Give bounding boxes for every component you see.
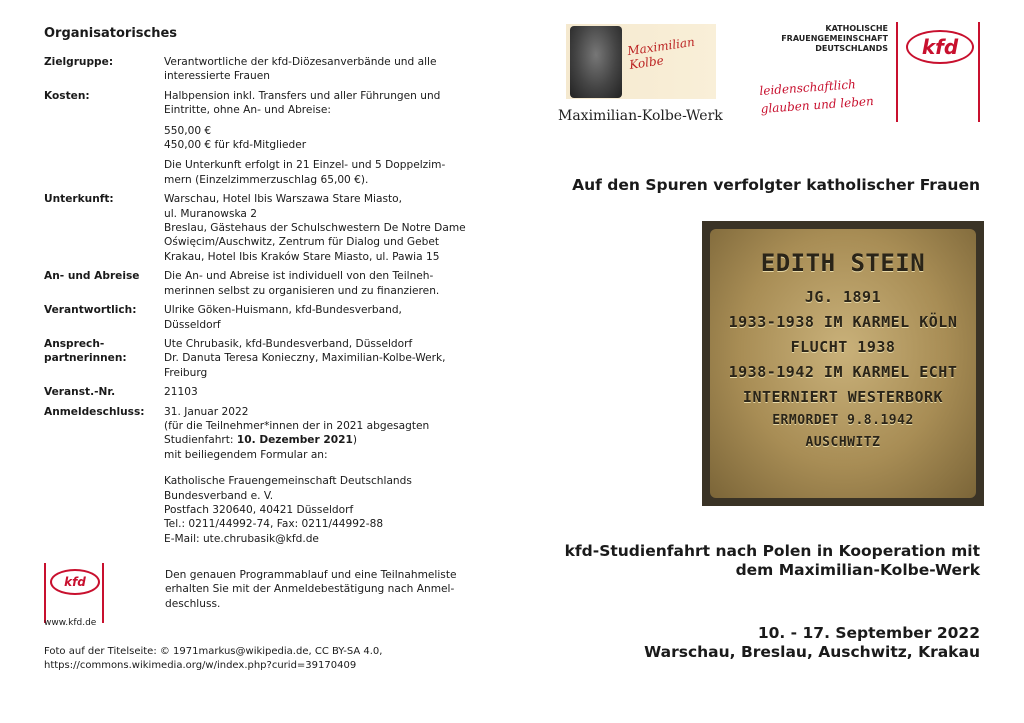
- address-line: Katholische Frauengemeinschaft Deutschlands: [164, 475, 412, 488]
- credit-line: Foto auf der Titelseite: © 1971markus@wikipedia.de, CC BY-SA 4.0,: [44, 646, 383, 657]
- stein-line: AUSCHWITZ: [805, 435, 881, 450]
- row-verantwortlich: [44, 303, 494, 332]
- text-line: ul. Muranowska 2: [164, 207, 258, 220]
- value-veranst: 21103: [164, 386, 198, 399]
- footer-note: Den genauen Programmablauf und eine Teilnahmeliste erhalten Sie mit der Anmeldebestätigung nach Anmel-deschluss.: [165, 569, 457, 610]
- text-line: Ulrike Göken-Huismann, kfd-Bundesverband,: [164, 304, 402, 317]
- text-part: Studienfahrt:: [164, 434, 237, 447]
- email-line: E-Mail: ute.chrubasik@kfd.de: [164, 532, 319, 545]
- maximilian-kolbe-werk-logo: [558, 24, 723, 134]
- address-line: Bundesverband e. V.: [164, 489, 274, 502]
- label-verantwortlich: Verantwortlich:: [44, 304, 137, 317]
- slogan-line: glauben und leben: [760, 94, 875, 116]
- stolperstein-photo: [702, 221, 984, 506]
- main-title: Auf den Spuren verfolgter katholischer Frauen: [572, 176, 980, 194]
- stolperstein-plate: [710, 229, 976, 498]
- event-date-places: [644, 624, 980, 662]
- row-zielgruppe: [44, 55, 494, 84]
- logo-bar: [896, 22, 898, 122]
- kfd-org-name: [781, 24, 888, 54]
- text-line: Ute Chrubasik, kfd-Bundesverband, Düsseldorf: [164, 337, 413, 350]
- text-line: Warschau, Hotel Ibis Warszawa Stare Miasto,: [164, 193, 402, 206]
- event-places: Warschau, Breslau, Auschwitz, Krakau: [644, 643, 980, 661]
- kfd-slogan: [759, 74, 874, 118]
- kfd-footer-logo: [44, 563, 104, 623]
- text-line: interessierte Frauen: [164, 70, 270, 83]
- text-line: (für die Teilnehmer*innen der in 2021 abgesagten: [164, 419, 430, 432]
- stein-line: FLUCHT 1938: [790, 338, 896, 356]
- value-anreise: [164, 269, 494, 298]
- price-full: 550,00 €: [164, 124, 212, 137]
- text-line: Breslau, Gästehaus der Schulschwestern De Notre Dame: [164, 222, 466, 235]
- logo-bar: [102, 563, 104, 623]
- subtitle-line: dem Maximilian-Kolbe-Werk: [735, 561, 980, 579]
- text-line: Freiburg: [164, 366, 208, 379]
- stein-line: ERMORDET 9.8.1942: [772, 413, 914, 428]
- deadline: 31. Januar 2022: [164, 405, 249, 418]
- text-line: Die An- und Abreise ist individuell von den Teilneh-: [164, 270, 434, 283]
- text-line: merinnen selbst zu organisieren und zu finanzieren.: [164, 284, 440, 297]
- row-veranst: [44, 385, 494, 399]
- label-line: Ansprech-: [44, 337, 105, 350]
- label-zielgruppe: Zielgruppe:: [44, 56, 114, 68]
- text-line: [164, 433, 494, 447]
- stein-line: JG. 1891: [804, 288, 882, 306]
- text-line: Die Unterkunft erfolgt in 21 Einzel- und 5 Doppelzim-: [164, 159, 446, 172]
- row-unterkunft: [44, 192, 494, 264]
- mkw-portrait-banner: [566, 24, 716, 99]
- value-zielgruppe: [164, 55, 494, 84]
- section-heading: Organisatorisches: [44, 26, 178, 41]
- label-ansprech: [44, 337, 164, 380]
- organisation-section: [44, 26, 494, 551]
- text-line: Dr. Danuta Teresa Konieczny, Maximilian-Kolbe-Werk,: [164, 352, 446, 365]
- label-anreise: An- und Abreise: [44, 270, 140, 283]
- text-line: Verantwortliche der kfd-Diözesanverbände und alle: [164, 56, 437, 68]
- mkw-name: Maximilian-Kolbe-Werk: [558, 108, 723, 124]
- logo-bar: [978, 22, 980, 122]
- label-kosten: Kosten:: [44, 89, 90, 102]
- text-part: ): [352, 434, 358, 447]
- price-member: 450,00 € für kfd-Mitglieder: [164, 139, 307, 152]
- label-veranst: Veranst.-Nr.: [44, 386, 116, 399]
- kfd-header-logo: [760, 22, 980, 132]
- org-line: DEUTSCHLANDS: [815, 44, 888, 53]
- text-line: Krakau, Hotel Ibis Kraków Stare Miasto, ul. Pawia 15: [164, 250, 440, 263]
- photo-credit: [44, 645, 504, 673]
- value-kosten: [164, 89, 494, 187]
- kfd-logo-oval: kfd: [906, 30, 974, 64]
- stein-line: 1938-1942 IM KARMEL ECHT: [728, 363, 958, 381]
- label-anmelde: Anmeldeschluss:: [44, 405, 145, 418]
- row-ansprech: [44, 337, 494, 380]
- org-line: FRAUENGEMEINSCHAFT: [781, 34, 888, 43]
- stein-name: EDITH STEIN: [760, 249, 926, 277]
- value-verantwortlich: [164, 303, 494, 332]
- stein-line: 1933-1938 IM KARMEL KÖLN: [728, 313, 958, 331]
- address-line: Tel.: 0211/44992-74, Fax: 0211/44992-88: [164, 518, 384, 531]
- text-line: Oświęcim/Auschwitz, Zentrum für Dialog und Gebet: [164, 236, 440, 249]
- value-unterkunft: [164, 192, 494, 264]
- row-kosten: [44, 89, 494, 187]
- text-line: mern (Einzelzimmerzuschlag 65,00 €).: [164, 173, 369, 186]
- text-line: Eintritte, ohne An- und Abreise:: [164, 104, 331, 117]
- deadline-2021: 10. Dezember 2021: [236, 434, 353, 447]
- text-line: Halbpension inkl. Transfers und aller Führungen und: [164, 89, 441, 102]
- value-anmelde: [164, 405, 494, 547]
- org-line: KATHOLISCHE: [825, 24, 888, 33]
- subtitle-line: kfd-Studienfahrt nach Polen in Kooperation mit: [564, 542, 980, 560]
- label-line: partnerinnen:: [44, 352, 127, 365]
- slogan-line: leidenschaftlich: [759, 77, 857, 98]
- row-anreise: [44, 269, 494, 298]
- label-unterkunft: Unterkunft:: [44, 193, 114, 206]
- row-anmelde: [44, 405, 494, 547]
- text-line: Düsseldorf: [164, 318, 221, 331]
- logo-bar: [44, 563, 46, 623]
- subtitle: [565, 542, 980, 580]
- footer-url[interactable]: www.kfd.de: [44, 618, 97, 628]
- portrait-image: [570, 26, 622, 98]
- event-date: 10. - 17. September 2022: [757, 624, 980, 642]
- stein-line: INTERNIERT WESTERBORK: [742, 388, 944, 406]
- kfd-logo-oval: kfd: [50, 569, 100, 595]
- address-line: Postfach 320640, 40421 Düsseldorf: [164, 503, 354, 516]
- value-ansprech: [164, 337, 494, 380]
- credit-link[interactable]: https://commons.wikimedia.org/w/index.php?curid=39170409: [44, 660, 357, 671]
- signature: Maximilian Kolbe: [626, 34, 696, 72]
- text-line: mit beiliegendem Formular an:: [164, 448, 328, 461]
